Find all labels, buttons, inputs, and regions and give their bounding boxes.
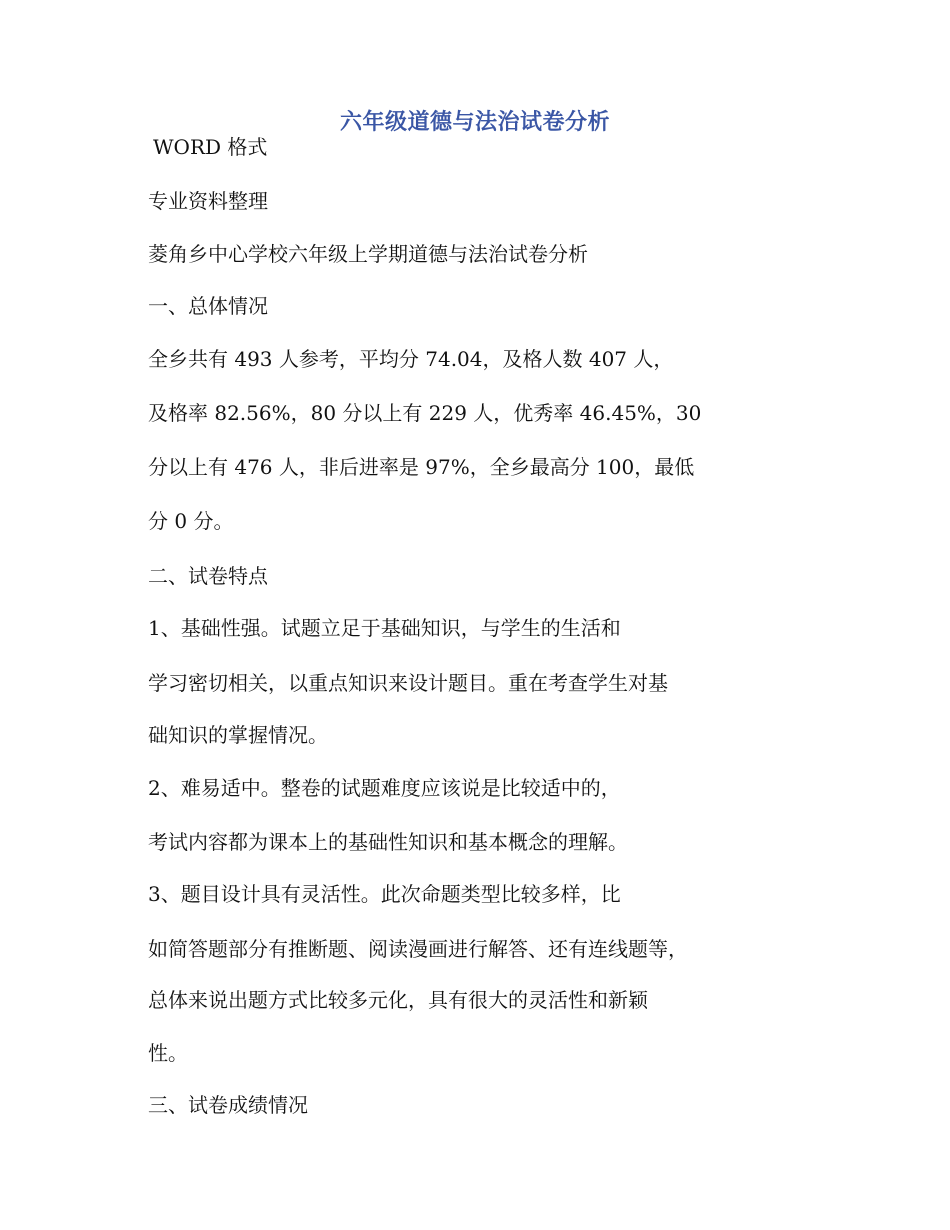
paragraph-line: 学习密切相关，以重点知识来设计题目。重在考查学生对基 — [148, 671, 668, 695]
document-title: 六年级道德与法治试卷分析 — [339, 109, 610, 135]
section-heading-1: 一、总体情况 — [148, 294, 268, 318]
paragraph-line: 分以上有 476 人，非后进率是 97%，全乡最高分 100，最低 — [148, 455, 695, 479]
paragraph-line: 2、难易适中。整卷的试题难度应该说是比较适中的， — [148, 776, 621, 800]
report-heading: 菱角乡中心学校六年级上学期道德与法治试卷分析 — [148, 242, 588, 266]
paragraph-line: 总体来说出题方式比较多元化，具有很大的灵活性和新颖 — [148, 988, 648, 1012]
format-label: WORD 格式 — [153, 135, 268, 159]
paragraph-line: 分 0 分。 — [148, 509, 234, 533]
paragraph-line: 全乡共有 493 人参考，平均分 74.04，及格人数 407 人， — [148, 347, 674, 371]
paragraph-line: 性。 — [148, 1041, 188, 1065]
paragraph-line: 1、基础性强。试题立足于基础知识，与学生的生活和 — [148, 616, 621, 640]
paragraph-line: 3、题目设计具有灵活性。此次命题类型比较多样，比 — [148, 882, 621, 906]
paragraph-line: 考试内容都为课本上的基础性知识和基本概念的理解。 — [148, 830, 628, 854]
paragraph-line: 及格率 82.56%，80 分以上有 229 人，优秀率 46.45%，30 — [148, 401, 702, 425]
source-label: 专业资料整理 — [148, 189, 268, 213]
section-heading-3: 三、试卷成绩情况 — [148, 1093, 308, 1117]
paragraph-line: 如简答题部分有推断题、阅读漫画进行解答、还有连线题等， — [148, 937, 688, 961]
section-heading-2: 二、试卷特点 — [148, 564, 268, 588]
paragraph-line: 础知识的掌握情况。 — [148, 723, 328, 747]
